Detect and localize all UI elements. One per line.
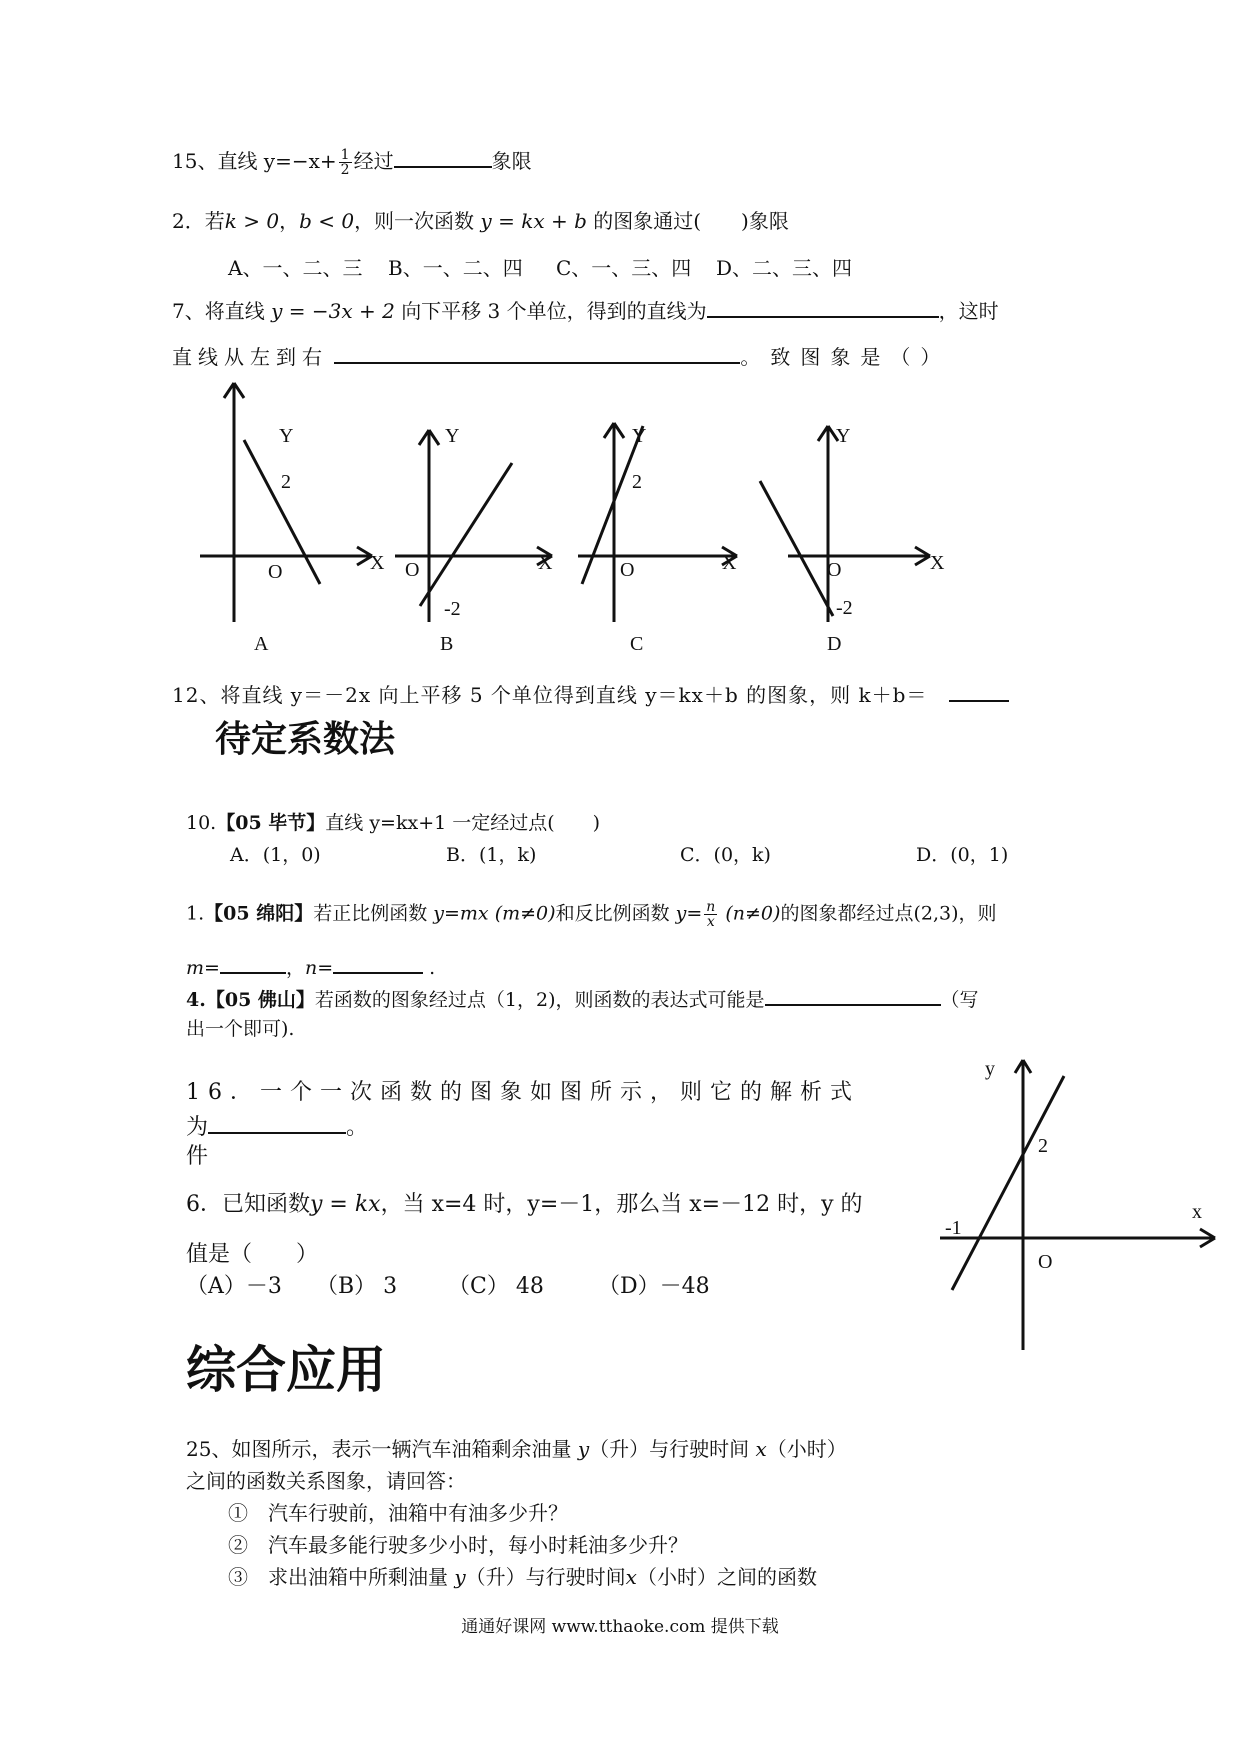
graph-c-origin: O bbox=[620, 559, 635, 581]
graph-d-x-label: X bbox=[930, 552, 945, 574]
graph-c-x-label: X bbox=[722, 552, 737, 574]
answer-blank[interactable] bbox=[949, 680, 1009, 702]
answer-blank[interactable] bbox=[208, 1112, 346, 1134]
question-1-answers: m= ，n= . bbox=[186, 952, 435, 981]
graph16-origin: O bbox=[1038, 1251, 1053, 1273]
graph-b-line bbox=[420, 463, 512, 606]
option-b[interactable]: B、一、二、四 bbox=[388, 256, 523, 280]
graph-b-tick: -2 bbox=[444, 598, 461, 620]
question-15: 15、直线 y=−x+ $\frac{1}{2}$ 经过 象限 bbox=[172, 147, 532, 178]
fraction: $\frac{n}{x}$ bbox=[706, 899, 716, 930]
option-d[interactable]: （D）－48 bbox=[598, 1274, 710, 1299]
question-6-line-2: 值是（ ） bbox=[186, 1242, 319, 1267]
footer-source: 通通好课网 www.tthaoke.com 提供下载 bbox=[461, 1617, 779, 1637]
option-a[interactable]: A、一、二、三 bbox=[228, 256, 363, 280]
option-c[interactable]: C．(0，k) bbox=[680, 844, 771, 866]
section-title: 综合应用 bbox=[186, 1341, 386, 1399]
section-title: 待定系数法 bbox=[215, 719, 396, 760]
option-c[interactable]: C、一、三、四 bbox=[556, 256, 692, 280]
graph-a-label: A bbox=[254, 633, 269, 655]
graph-b-x-label: X bbox=[538, 552, 553, 574]
graph-b-origin: O bbox=[405, 559, 420, 581]
question-25-item-3: ③ 求出油箱中所剩油量 y（升）与行驶时间x（小时）之间的函数 bbox=[228, 1565, 817, 1589]
graph16-x-label: x bbox=[1192, 1201, 1202, 1223]
question-1: 1.【05 绵阳】若正比例函数 y=mx (m≠0)和反比例函数 y= $\frac{n}{x}$ (n≠0)的图象都经过点(2,3)，则 bbox=[186, 899, 997, 930]
fraction: $\frac{1}{2}$ bbox=[340, 147, 350, 178]
question-25-line-2: 之间的函数关系图象，请回答： bbox=[186, 1469, 466, 1493]
question-25-item-2: ② 汽车最多能行驶多少小时，每小时耗油多少升？ bbox=[228, 1533, 688, 1557]
answer-blank[interactable] bbox=[765, 984, 941, 1006]
graph-b-y-label: Y bbox=[445, 425, 460, 447]
graph-c-tick: 2 bbox=[632, 471, 642, 493]
graph-a-x-label: X bbox=[370, 552, 385, 574]
graph16-tick-x: -1 bbox=[945, 1217, 962, 1239]
graph-d-origin: O bbox=[827, 559, 842, 581]
graph-a-tick: 2 bbox=[281, 471, 291, 493]
n-blank[interactable] bbox=[333, 952, 423, 974]
question-7-line-1: 7、将直线 y = −3x + 2 向下平移 3 个单位，得到的直线为 ，这时 bbox=[172, 296, 999, 324]
question-6-options bbox=[186, 1274, 710, 1300]
option-d[interactable]: D．(0，1) bbox=[916, 844, 1009, 866]
question-2: 2．若k > 0，b < 0，则一次函数 y = kx + b 的图象通过( )象限 bbox=[172, 209, 789, 233]
option-a[interactable]: （A）－3 bbox=[186, 1274, 282, 1299]
graph-b-label: B bbox=[440, 633, 454, 655]
graph-a-origin: O bbox=[268, 561, 283, 583]
graph16-y-label: y bbox=[985, 1058, 995, 1080]
option-b[interactable]: （B） 3 bbox=[316, 1274, 398, 1299]
question-16-line-2: 为 。 bbox=[186, 1112, 368, 1141]
question-10: 10.【05 毕节】直线 y=kx+1 一定经过点( ) bbox=[186, 812, 601, 834]
question-7-line-2: 直线从左到右 。致图象是（） bbox=[172, 342, 950, 370]
m-blank[interactable] bbox=[220, 952, 286, 974]
option-a[interactable]: A．(1，0) bbox=[230, 844, 321, 866]
question-12: 12、将直线 y＝－2x 向上平移 5 个单位得到直线 y＝kx＋b 的图象，则 k＋b＝ bbox=[172, 680, 1009, 708]
option-c[interactable]: （C） 48 bbox=[448, 1274, 544, 1299]
question-16-line-3: 件 bbox=[186, 1144, 209, 1169]
graph-d-line bbox=[760, 481, 833, 616]
question-25-item-1: ① 汽车行驶前，油箱中有油多少升？ bbox=[228, 1501, 568, 1525]
graph16-tick-y: 2 bbox=[1038, 1135, 1048, 1157]
question-6-line-1: 6．已知函数y = kx，当 x=4 时，y=－1，那么当 x=－12 时，y 的 bbox=[186, 1192, 863, 1217]
question-25-line-1: 25、如图所示，表示一辆汽车油箱剩余油量 y（升）与行驶时间 x（小时） bbox=[186, 1437, 847, 1461]
question-16-line-1: 16．一个一次函数的图象如图所示，则它的解析式 bbox=[186, 1080, 860, 1105]
graph-d-y-label: Y bbox=[836, 425, 851, 447]
graph-d-label: D bbox=[827, 633, 842, 655]
question-4: 4.【05 佛山】若函数的图象经过点（1，2)，则函数的表达式可能是 （写 bbox=[186, 984, 979, 1013]
graph-c-y-label: Y bbox=[632, 425, 647, 447]
question-4-line-2: 出一个即可). bbox=[186, 1018, 295, 1040]
graph-a-y-label: Y bbox=[279, 425, 294, 447]
graph-d-tick: -2 bbox=[836, 597, 853, 619]
option-b[interactable]: B．(1，k) bbox=[446, 844, 537, 866]
option-d[interactable]: D、二、三、四 bbox=[716, 256, 853, 280]
question-10-options bbox=[230, 842, 1008, 868]
graph-c-label: C bbox=[630, 633, 644, 655]
